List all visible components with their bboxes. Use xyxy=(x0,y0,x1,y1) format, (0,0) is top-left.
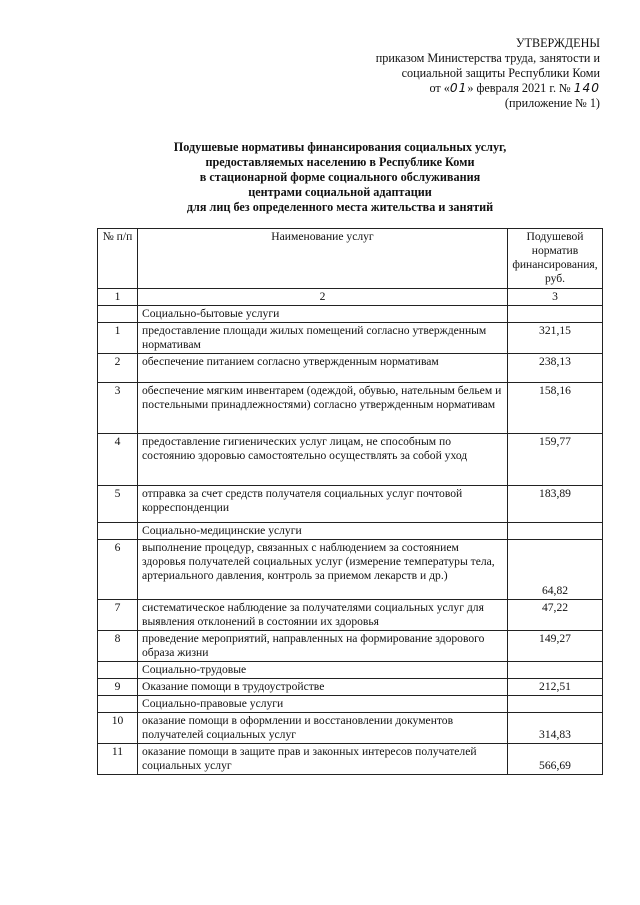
row-value: 238,13 xyxy=(508,354,603,383)
row-value: 566,69 xyxy=(508,744,603,775)
row-value: 314,83 xyxy=(508,713,603,744)
document-title xyxy=(100,140,580,215)
row-name: Оказание помощи в трудоустройстве xyxy=(138,679,508,696)
row-name: отправка за счет средств получателя социальных услуг почтовой корреспонденции xyxy=(138,486,508,523)
table-row xyxy=(98,631,603,662)
section-title: Социально-трудовые xyxy=(138,662,508,679)
row-name: оказание помощи в оформлении и восстановлении документов получателей социальных услуг xyxy=(138,713,508,744)
section-row xyxy=(98,523,603,540)
row-value: 47,22 xyxy=(508,600,603,631)
section-row xyxy=(98,696,603,713)
row-num: 3 xyxy=(98,383,138,434)
column-number: 3 xyxy=(508,289,603,306)
table-row xyxy=(98,354,603,383)
table-header-row xyxy=(98,229,603,289)
row-name: обеспечение мягким инвентарем (одеждой, обувью, нательным бельем и постельными принадлежностями) согласно утвержденным нормативам xyxy=(138,383,508,434)
row-name: выполнение процедур, связанных с наблюдением за состоянием здоровья получателей социальных услуг (измерение температуры тела, артериального давления, контроль за приемом лекарств и др.) xyxy=(138,540,508,600)
approval-ministry-line: социальной защиты Республики Коми xyxy=(401,66,600,80)
row-value: 149,27 xyxy=(508,631,603,662)
section-title: Социально-медицинские услуги xyxy=(138,523,508,540)
row-value: 159,77 xyxy=(508,434,603,486)
section-row xyxy=(98,662,603,679)
table-row xyxy=(98,486,603,523)
norms-table xyxy=(97,228,603,775)
column-number: 1 xyxy=(98,289,138,306)
title-line: центрами социальной адаптации xyxy=(248,185,432,199)
header-num: № п/п xyxy=(98,229,138,289)
title-line: для лиц без определенного места жительства и занятий xyxy=(186,200,494,214)
table-row xyxy=(98,713,603,744)
handwritten-order-number: 140 xyxy=(573,81,600,95)
handwritten-day: 01 xyxy=(449,81,468,95)
header-name: Наименование услуг xyxy=(138,229,508,289)
section-title: Социально-бытовые услуги xyxy=(138,306,508,323)
title-line: Подушевые нормативы финансирования социальных услуг, xyxy=(173,140,507,154)
table-row xyxy=(98,383,603,434)
row-num: 8 xyxy=(98,631,138,662)
row-num: 11 xyxy=(98,744,138,775)
table-row xyxy=(98,679,603,696)
table-row xyxy=(98,600,603,631)
row-num: 9 xyxy=(98,679,138,696)
approval-heading: УТВЕРЖДЕНЫ xyxy=(515,36,600,50)
row-num: 2 xyxy=(98,354,138,383)
title-line: в стационарной форме социального обслуживания xyxy=(199,170,481,184)
row-num: 6 xyxy=(98,540,138,600)
table-row xyxy=(98,434,603,486)
title-line: предоставляемых населению в Республике Коми xyxy=(205,155,475,169)
table-row xyxy=(98,323,603,354)
approval-appendix: (приложение № 1) xyxy=(504,96,600,110)
approval-date-line: от «01» февраля 2021 г. № 140 xyxy=(429,81,600,95)
row-num: 10 xyxy=(98,713,138,744)
row-value: 212,51 xyxy=(508,679,603,696)
row-value: 321,15 xyxy=(508,323,603,354)
row-num: 4 xyxy=(98,434,138,486)
approval-stamp xyxy=(300,36,600,111)
approval-ministry-line: приказом Министерства труда, занятости и xyxy=(375,51,600,65)
row-value: 183,89 xyxy=(508,486,603,523)
row-name: проведение мероприятий, направленных на формирование здорового образа жизни xyxy=(138,631,508,662)
row-name: предоставление площади жилых помещений согласно утвержденным нормативам xyxy=(138,323,508,354)
section-row xyxy=(98,306,603,323)
row-value: 158,16 xyxy=(508,383,603,434)
table-row xyxy=(98,540,603,600)
header-norm: Подушевой норматив финансирования, руб. xyxy=(508,229,603,289)
row-value: 64,82 xyxy=(508,540,603,600)
row-name: обеспечение питанием согласно утвержденным нормативам xyxy=(138,354,508,383)
table-row xyxy=(98,744,603,775)
row-num: 7 xyxy=(98,600,138,631)
row-name: систематическое наблюдение за получателями социальных услуг для выявления отклонений в состоянии их здоровья xyxy=(138,600,508,631)
row-name: предоставление гигиенических услуг лицам, не способным по состоянию здоровью самостоятельно осуществлять за собой уход xyxy=(138,434,508,486)
row-num: 5 xyxy=(98,486,138,523)
column-number-row xyxy=(98,289,603,306)
row-name: оказание помощи в защите прав и законных интересов получателей социальных услуг xyxy=(138,744,508,775)
row-num: 1 xyxy=(98,323,138,354)
column-number: 2 xyxy=(138,289,508,306)
section-title: Социально-правовые услуги xyxy=(138,696,508,713)
